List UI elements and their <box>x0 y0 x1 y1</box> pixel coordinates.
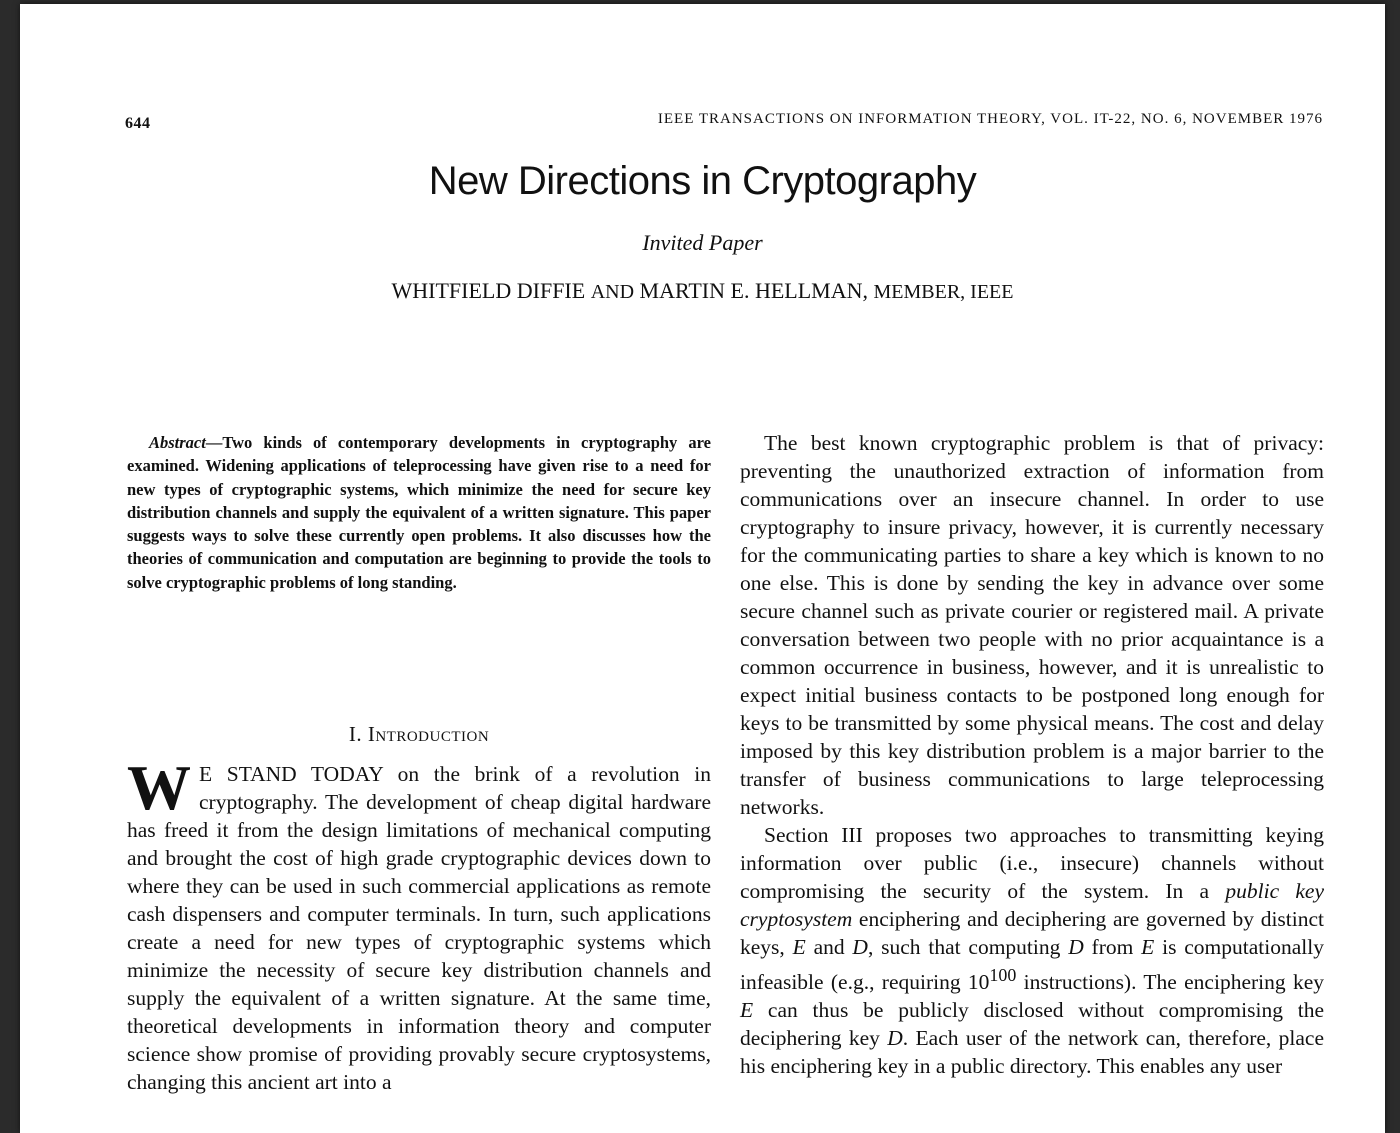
abstract-text: —Two kinds of contemporary developments in cryptography are examined. Widening applications of teleprocessing have given rise to a need for new types of cryptographic systems, which minimize the need for secure key distribution channels and supply the equivalent of a written signature. This paper suggests ways to solve these currently open problems. It also discusses how the theories of communication and computation are beginning to provide the tools to solve cryptographic problems of long standing. <box>127 433 711 592</box>
text-run: can thus be publicly disclosed without compromising the deciphering key <box>740 998 1324 1051</box>
var-d: D <box>1068 935 1084 959</box>
journal-header: IEEE TRANSACTIONS ON INFORMATION THEORY, VOL. IT-22, NO. 6, NOVEMBER 1976 <box>657 111 1323 127</box>
paper-subtitle: Invited Paper <box>642 230 763 255</box>
var-d: D <box>887 1026 903 1051</box>
var-e: E <box>1141 935 1155 959</box>
exponent: 100 <box>989 965 1017 985</box>
author-diffie: WHITFIELD DIFFIE <box>391 278 586 303</box>
public-key-paragraph <box>740 821 1324 1080</box>
left-column <box>127 752 711 1096</box>
paper-page <box>20 4 1385 1133</box>
text-run: is computationally infeasible (e.g., requiring 10 <box>740 935 1324 995</box>
text-run: and <box>805 935 853 959</box>
text-run: Section III proposes two approaches to transmitting keying information over public (i.e., insecure) channels without compromising the security of the system. In a <box>740 823 1324 903</box>
author-affiliation: MEMBER, IEEE <box>873 281 1014 303</box>
var-e: E <box>740 998 754 1023</box>
public-key-term: public key cryptosystem <box>740 879 1325 931</box>
section-heading: I. Introduction <box>348 722 490 746</box>
var-d: D <box>852 935 868 959</box>
intro-paragraph <box>127 752 711 1096</box>
text-run: instructions). The enciphering key <box>1016 970 1324 995</box>
abstract <box>127 431 711 594</box>
paper-title: New Directions in Cryptography <box>428 159 977 203</box>
right-column <box>740 429 1324 1080</box>
page-number: 644 <box>125 115 151 132</box>
author-conjunction: AND <box>590 281 635 303</box>
var-e: E <box>792 935 806 959</box>
author-hellman: MARTIN E. HELLMAN, <box>639 278 868 303</box>
drop-cap: W <box>127 752 191 823</box>
abstract-label: Abstract <box>149 433 206 452</box>
privacy-paragraph: The best known cryptographic problem is that of privacy: preventing the unauthorized extraction of information from communications over an insecure channel. In order to use cryptography to insure privacy, however, it is currently necessary for the communicating parties to share a key which is known to no one else. This is done by sending the key in advance over some secure channel such as private courier or registered mail. A private conversation between two people with no prior acquaintance is a common occurrence in business, however, and it is unrealistic to expect initial business contacts to be postponed long enough for keys to be transmitted by some physical means. The cost and delay imposed by this key distribution problem is a major barrier to the transfer of business communications to large teleprocessing networks. <box>740 431 1324 819</box>
text-run: . Each user of the network can, therefore, place his enciphering key in a public directory. This enables any user <box>740 1026 1325 1079</box>
text-run: , such that computing <box>867 935 1069 959</box>
text-run: enciphering and deciphering are governed by distinct keys, <box>740 907 1324 959</box>
intro-text: E STAND TODAY on the brink of a revolution in cryptography. The development of cheap digital hardware has freed it from the design limitations of mechanical computing and brought the cost of high grade cryptographic devices down to where they can be used in such commercial applications as remote cash dispensers and computer terminals. In turn, such applications create a need for new types of cryptographic systems which minimize the necessity of secure key distribution channels and supply the equivalent of a written signature. At the same time, theoretical developments in information theory and computer science show promise of providing provably secure cryptosystems, changing this ancient art into a <box>127 762 711 1094</box>
text-run: from <box>1083 935 1142 959</box>
author-line <box>20 278 1385 304</box>
